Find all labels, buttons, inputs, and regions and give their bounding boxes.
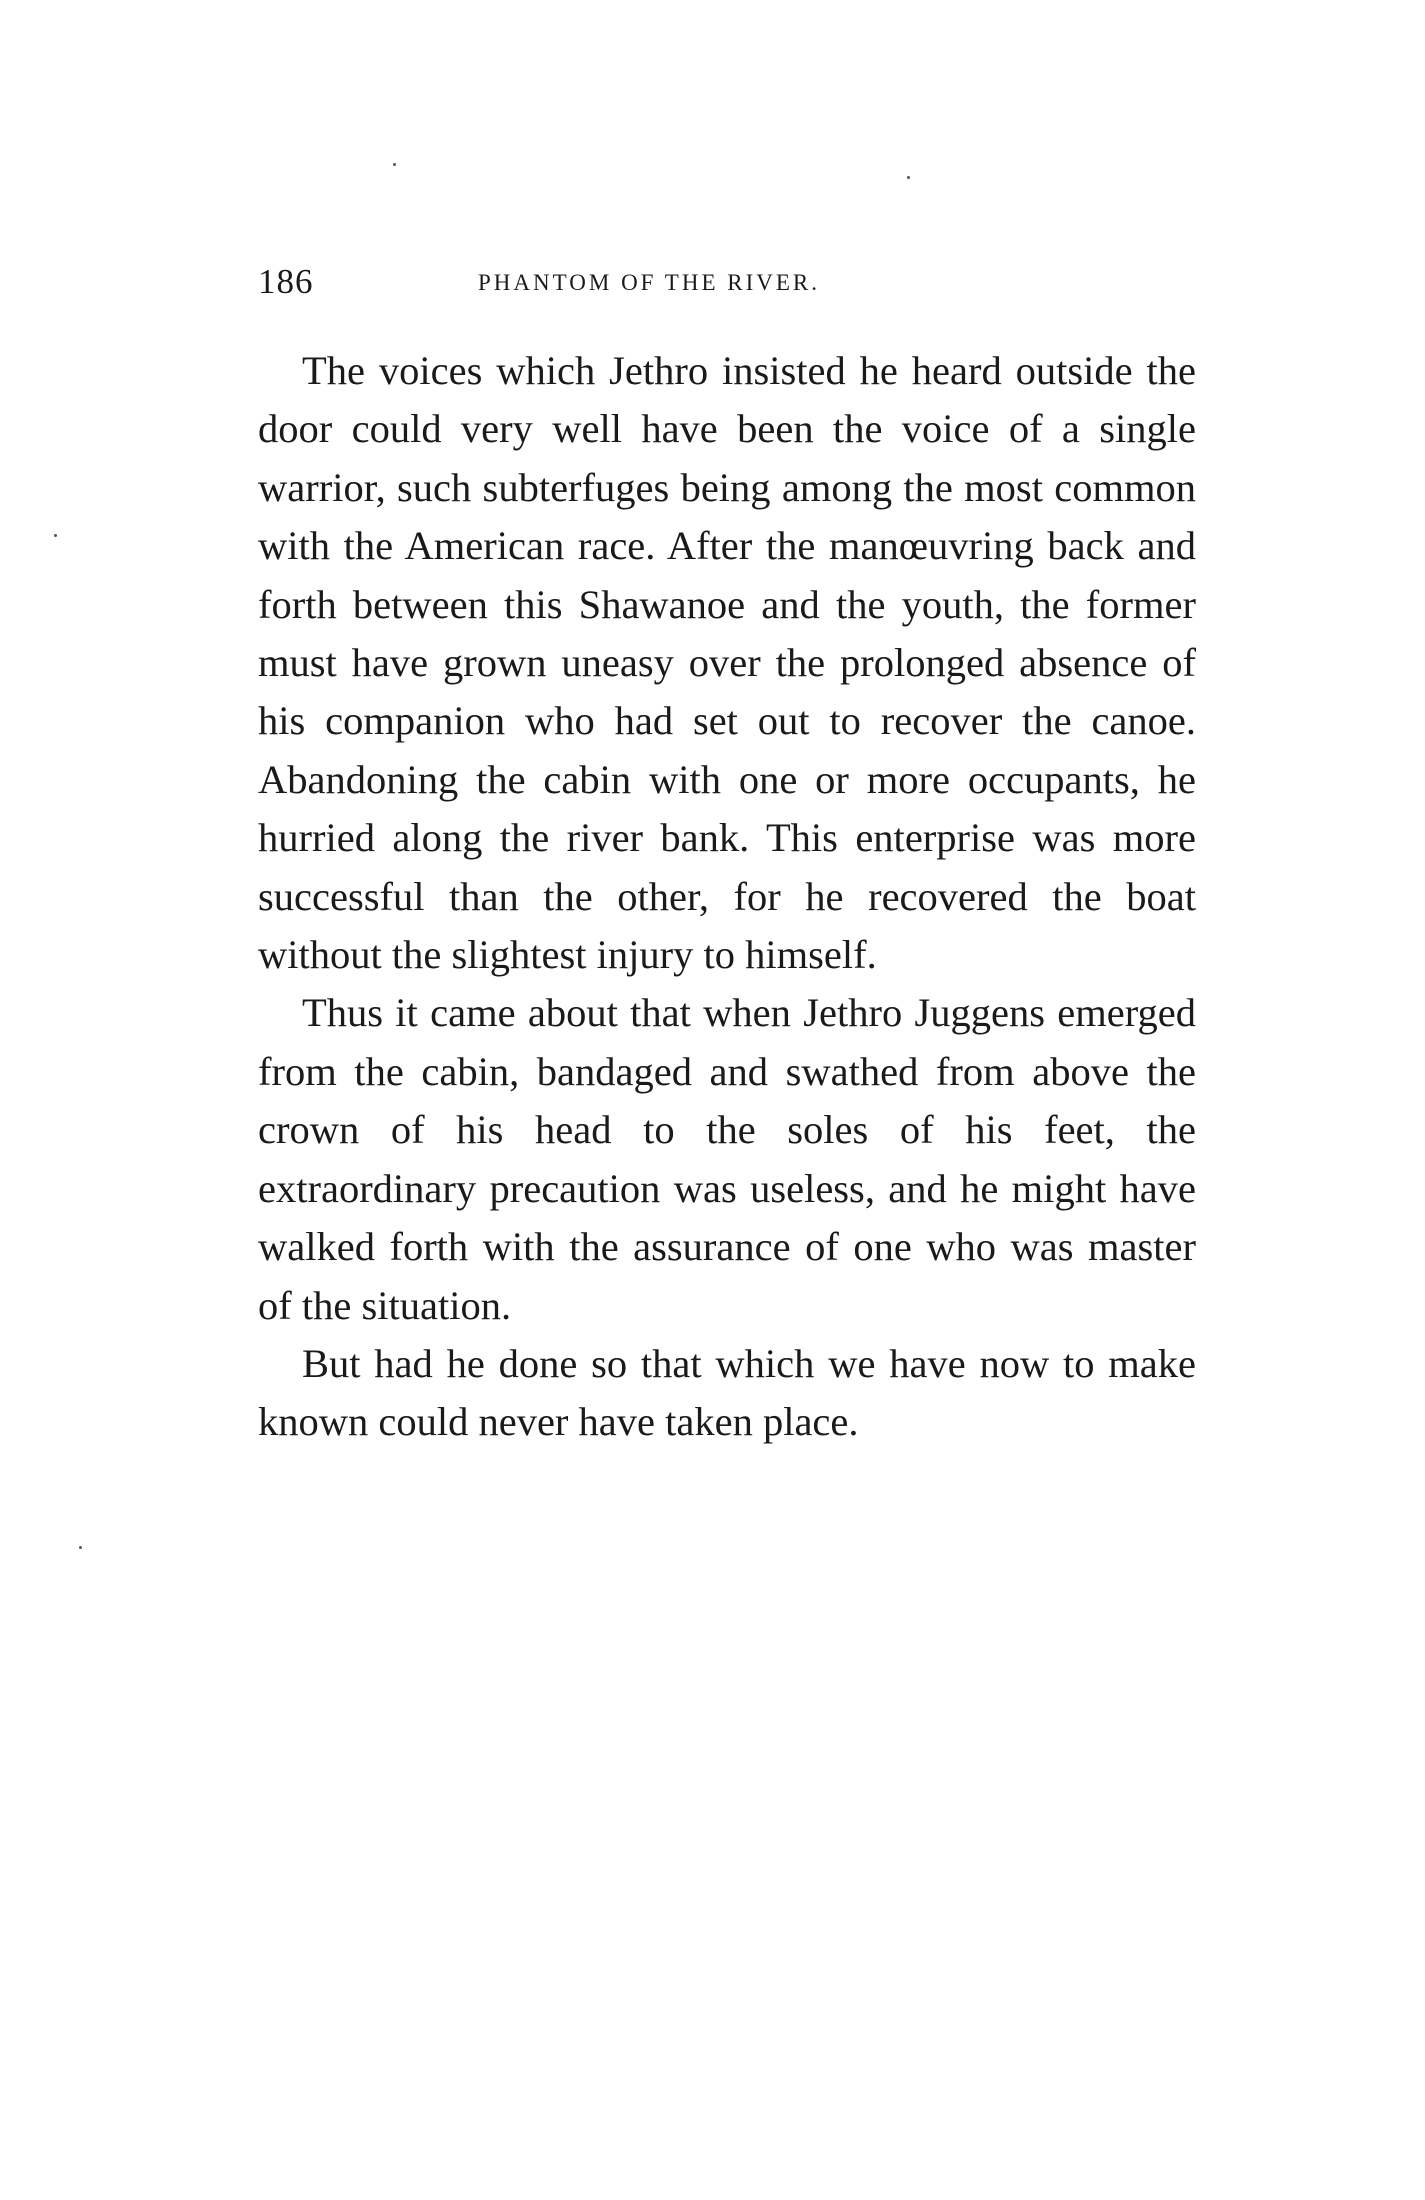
paper-speck <box>79 1546 82 1549</box>
paragraph: The voices which Jethro insisted he heard outside the door could very well have been the voice of a single warrior, such subterfuges being among the most common with the American race. After the manœuvring back and forth between this Shawanoe and the youth, the former must have grown uneasy over the prolonged absence of his companion who had set out to recover the canoe. Abandoning the cabin with one or more occupants, he hurried along the river bank. This enterprise was more successful than the other, for he recovered the boat without the slightest injury to himself. <box>258 348 1196 978</box>
paragraph: But had he done so that which we have now to make known could never have taken place. <box>258 1340 1196 1445</box>
body-text <box>258 342 1196 1452</box>
paper-speck <box>54 534 57 537</box>
paper-speck <box>393 163 396 166</box>
running-head <box>258 262 1198 302</box>
running-title: PHANTOM OF THE RIVER. <box>478 270 821 295</box>
page-number: 186 <box>258 262 314 301</box>
paper-speck <box>907 176 910 179</box>
paragraph: Thus it came about that when Jethro Juggens emerged from the cabin, bandaged and swathed from above the crown of his head to the soles of his feet, the extraordinary precaution was useless, and he might have walked forth with the assurance of one who was master of the situation. <box>258 990 1196 1328</box>
